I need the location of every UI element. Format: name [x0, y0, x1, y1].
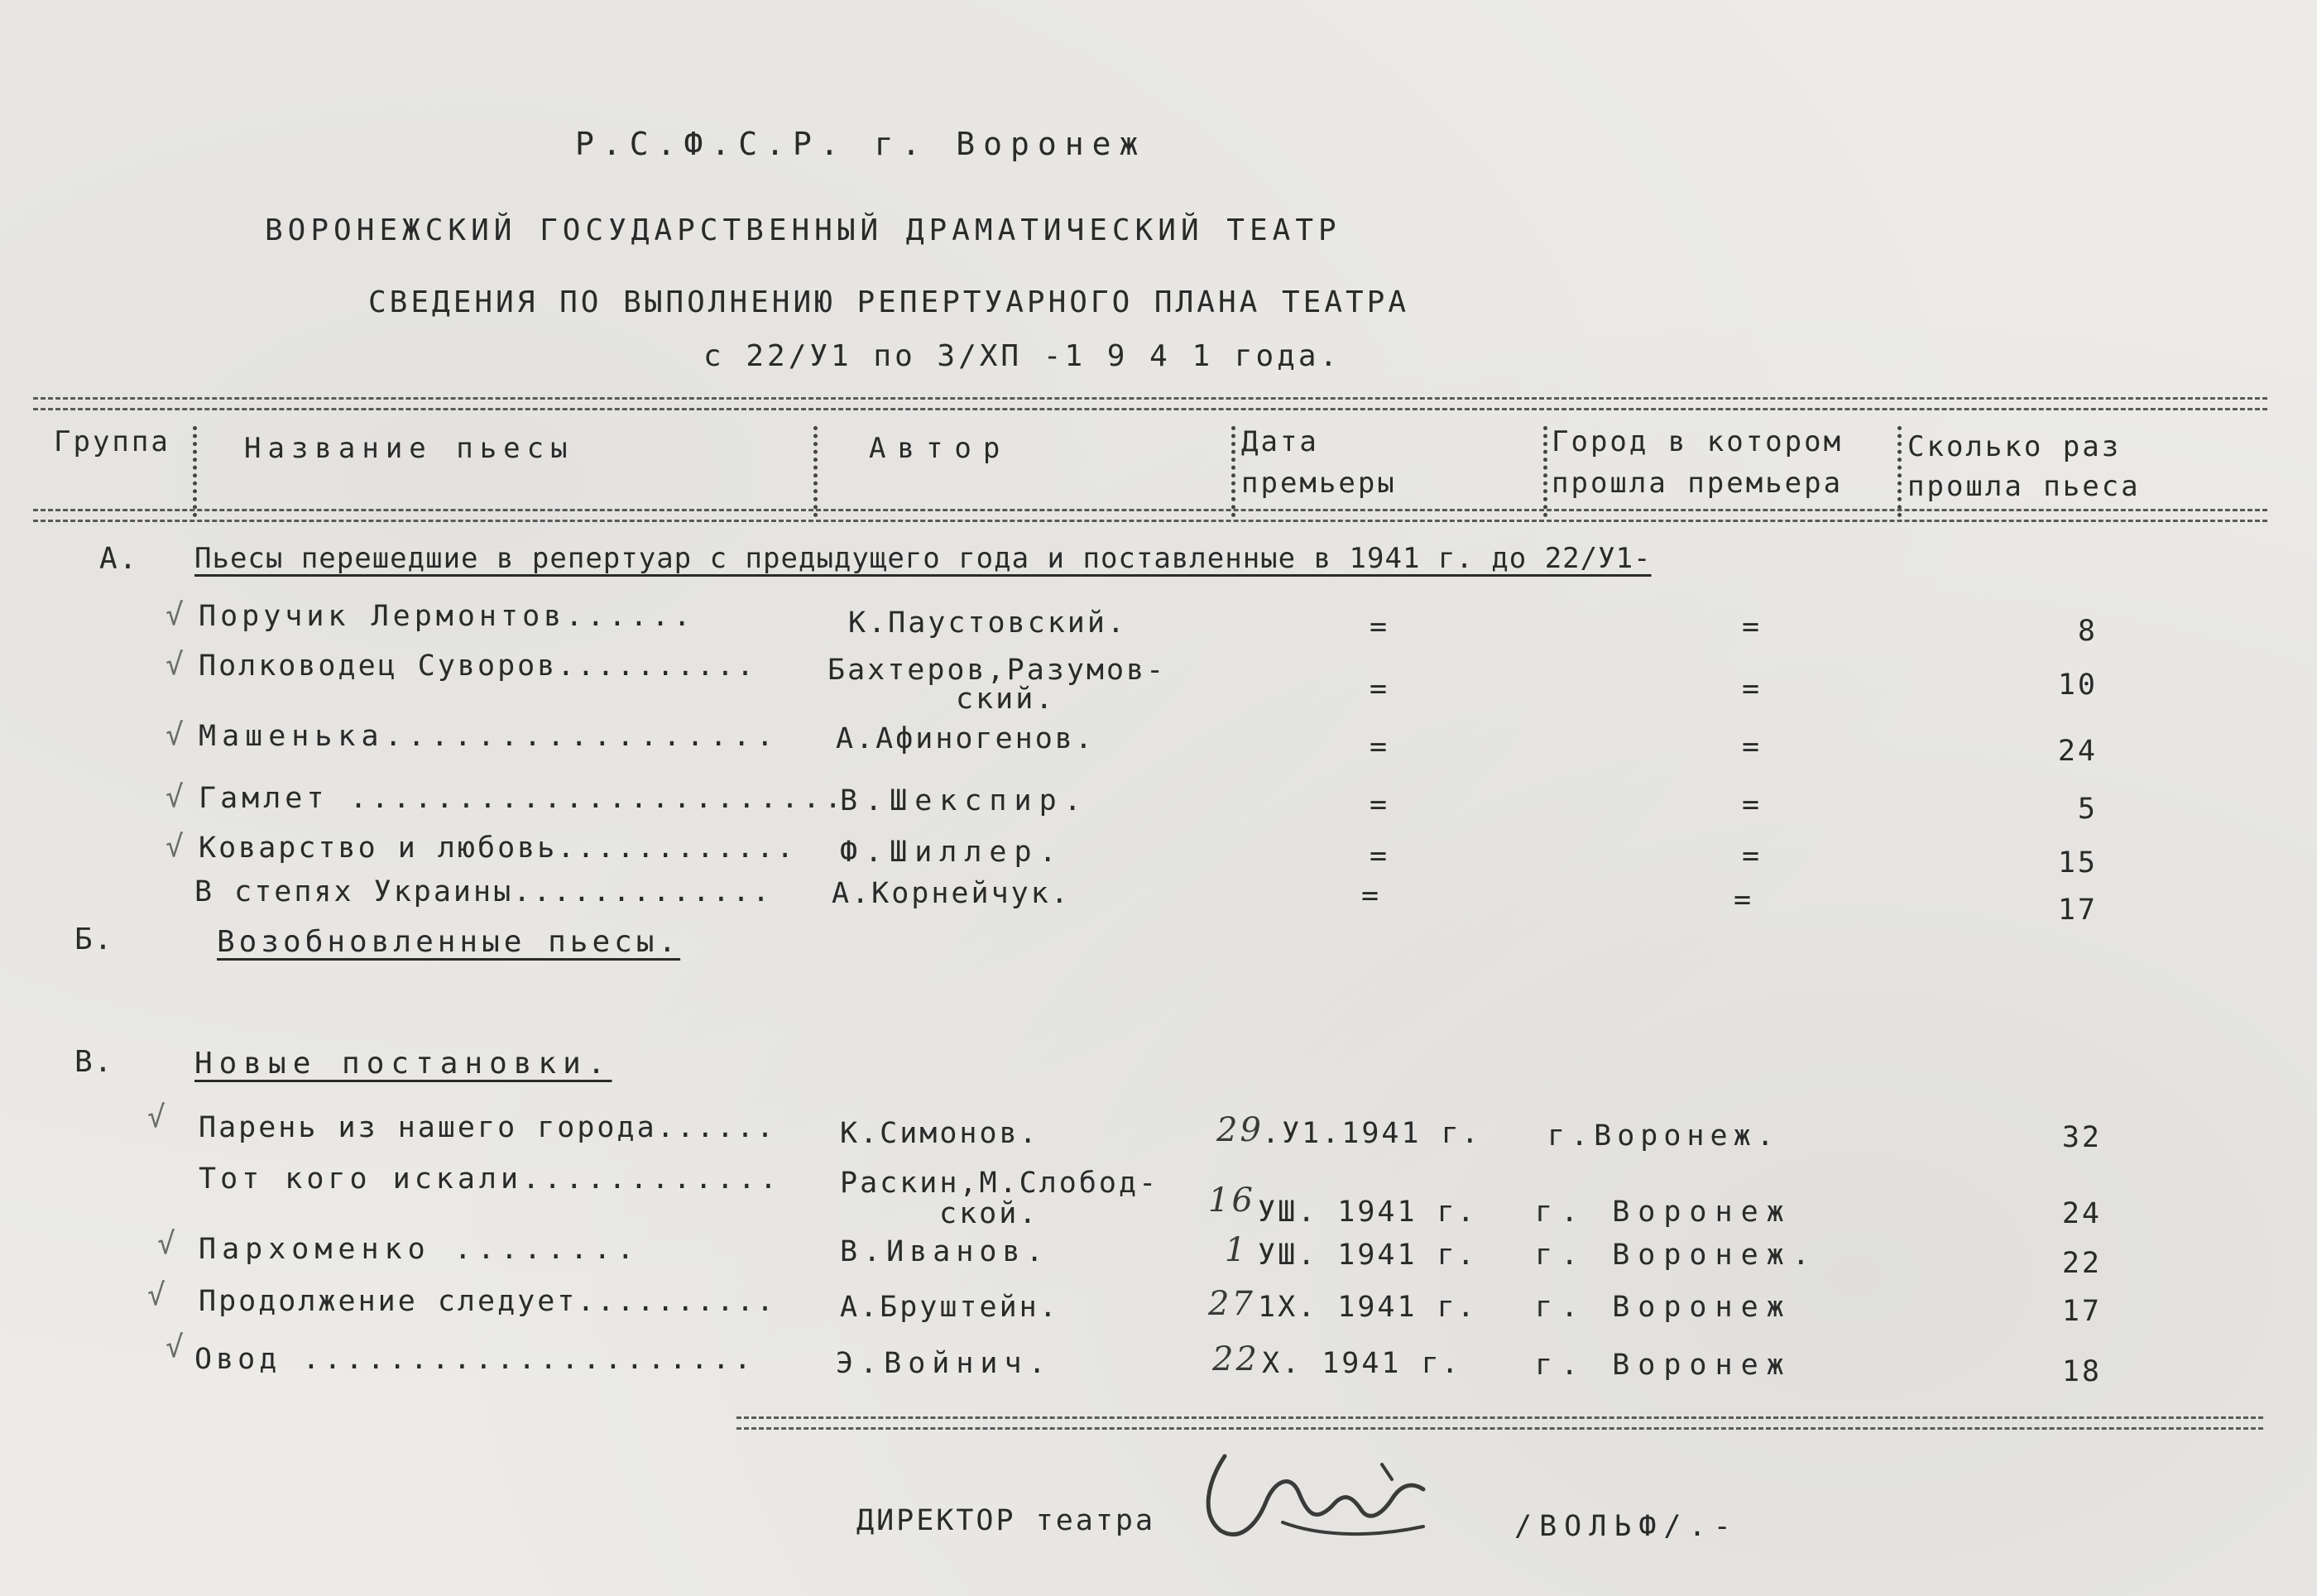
performance-count: 8: [2077, 615, 2098, 648]
col-title: Название пьесы: [244, 432, 574, 465]
premiere-city: =: [1742, 788, 1763, 822]
premiere-city: г. Воронеж: [1535, 1196, 1792, 1229]
premiere-day-handwritten: 27: [1208, 1285, 1255, 1323]
check-mark-icon: √: [166, 830, 185, 864]
col-city-1: Город в котором: [1552, 425, 1844, 458]
premiere-date: =: [1370, 731, 1390, 764]
section-title: Новые постановки.: [194, 1047, 612, 1081]
section-letter: В.: [74, 1045, 114, 1079]
performance-count: 24: [2061, 1197, 2102, 1230]
col-date-2: премьеры: [1241, 467, 1397, 500]
performance-count: 32: [2061, 1121, 2102, 1154]
premiere-date: 1Х. 1941 г.: [1258, 1291, 1477, 1324]
premiere-city: г. Воронеж: [1535, 1291, 1792, 1324]
performance-count: 17: [2061, 1295, 2102, 1328]
header-line-theatre: ВОРОНЕЖСКИЙ ГОСУДАРСТВЕННЫЙ ДРАМАТИЧЕСКИЙ ТЕАТР: [265, 213, 1341, 247]
premiere-date: =: [1370, 840, 1390, 873]
premiere-date: =: [1370, 611, 1390, 644]
col-count-1: Сколько раз: [1907, 430, 2122, 463]
premiere-date: УШ. 1941 г.: [1258, 1239, 1477, 1272]
check-mark-icon: √: [166, 718, 185, 752]
premiere-city: =: [1742, 611, 1763, 644]
col-separator: [813, 426, 818, 517]
top-rule: [33, 397, 2267, 410]
premiere-city: =: [1742, 840, 1763, 873]
play-title: Парень из нашего города......: [199, 1111, 777, 1144]
play-author: К.Симонов.: [840, 1117, 1039, 1150]
col-separator: [1231, 426, 1235, 517]
col-author: Автор: [869, 432, 1012, 465]
section-letter: А.: [99, 542, 139, 576]
section-letter: Б.: [74, 923, 114, 956]
premiere-city: =: [1742, 731, 1763, 764]
play-author: А.Афиногенов.: [836, 722, 1095, 755]
col-separator: [1543, 426, 1547, 517]
header-line-period: с 22/У1 по 3/XП -1 9 4 1 года.: [703, 339, 1341, 373]
col-group: Группа: [54, 425, 170, 458]
premiere-date: УШ. 1941 г.: [1258, 1196, 1477, 1229]
play-title: Машенька.................: [199, 720, 780, 753]
check-mark-icon: √: [166, 598, 185, 632]
performance-count: 17: [2057, 894, 2098, 927]
section-title: Пьесы перешедшие в репертуар с предыдущего года и поставленные в 1941 г. до 22/У1-: [194, 542, 1652, 575]
performance-count: 5: [2077, 793, 2098, 826]
play-author: А.Бруштейн.: [840, 1291, 1059, 1324]
col-separator: [1897, 426, 1902, 517]
director-label: ДИРЕКТОР театра: [856, 1504, 1156, 1537]
play-author-continued: ской.: [939, 1197, 1039, 1230]
check-mark-icon: √: [147, 1278, 167, 1312]
bottom-rule: [736, 1416, 2263, 1430]
col-separator: [193, 426, 197, 517]
play-author: В.Иванов.: [840, 1235, 1049, 1268]
section-title: Возобновленные пьесы.: [217, 925, 681, 959]
play-title: Продолжение следует..........: [199, 1285, 777, 1318]
play-author: Раскин,М.Слобод-: [840, 1167, 1159, 1200]
check-mark-icon: √: [147, 1100, 167, 1134]
premiere-date: =: [1370, 673, 1390, 706]
premiere-city: г. Воронеж: [1535, 1349, 1792, 1382]
check-mark-icon: √: [166, 1330, 185, 1364]
play-title: Полководец Суворов..........: [199, 649, 757, 683]
performance-count: 10: [2057, 669, 2098, 702]
play-author: Ф.Шиллер.: [840, 836, 1064, 869]
check-mark-icon: √: [157, 1227, 177, 1261]
play-author: Э.Войнич.: [836, 1347, 1053, 1380]
check-mark-icon: √: [166, 648, 185, 682]
col-date-1: Дата: [1241, 425, 1319, 458]
play-title: Коварство и любовь............: [199, 832, 797, 865]
play-author-continued: ский.: [956, 683, 1056, 716]
col-city-2: прошла премьера: [1552, 467, 1844, 500]
play-author: А.Корнейчук.: [832, 877, 1071, 910]
col-count-2: прошла пьеса: [1907, 470, 2141, 503]
premiere-city: г. Воронеж.: [1535, 1239, 1818, 1272]
premiere-date: .У1.1941 г.: [1262, 1117, 1481, 1150]
header-rule: [33, 509, 2267, 522]
premiere-day-handwritten: 22: [1212, 1340, 1259, 1378]
play-title: Тот кого искали............: [199, 1162, 781, 1196]
play-author: К.Паустовский.: [848, 606, 1128, 640]
performance-count: 24: [2057, 735, 2098, 768]
premiere-day-handwritten: 16: [1208, 1181, 1255, 1220]
premiere-city: =: [1742, 673, 1763, 706]
director-name: /ВОЛЬФ/.-: [1514, 1510, 1739, 1543]
play-title: В степях Украины.............: [194, 875, 773, 908]
premiere-date: =: [1361, 879, 1382, 913]
premiere-city: =: [1734, 884, 1754, 917]
header-line-report: СВЕДЕНИЯ ПО ВЫПОЛНЕНИЮ РЕПЕРТУАРНОГО ПЛАНА ТЕАТРА: [368, 285, 1410, 319]
play-author: В.Шекспир.: [840, 784, 1089, 817]
performance-count: 22: [2061, 1247, 2102, 1280]
premiere-day-handwritten: 1: [1225, 1231, 1249, 1269]
premiere-date: Х. 1941 г.: [1262, 1347, 1461, 1380]
check-mark-icon: √: [166, 780, 185, 814]
premiere-city: г.Воронеж.: [1547, 1119, 1780, 1153]
play-title: Поручик Лермонтов......: [199, 600, 695, 633]
signature-icon: [1175, 1431, 1473, 1555]
play-title: Пархоменко ........: [199, 1233, 640, 1266]
performance-count: 18: [2061, 1355, 2102, 1388]
premiere-date: =: [1370, 788, 1390, 822]
play-author: Бахтеров,Разумов-: [828, 654, 1167, 687]
performance-count: 15: [2057, 846, 2098, 879]
play-title: Овод .....................: [194, 1343, 756, 1376]
header-line-republic: Р.С.Ф.С.Р. г. Воронеж: [575, 126, 1147, 162]
premiere-day-handwritten: 29: [1216, 1111, 1264, 1149]
play-title: Гамлет .......................: [199, 782, 847, 815]
